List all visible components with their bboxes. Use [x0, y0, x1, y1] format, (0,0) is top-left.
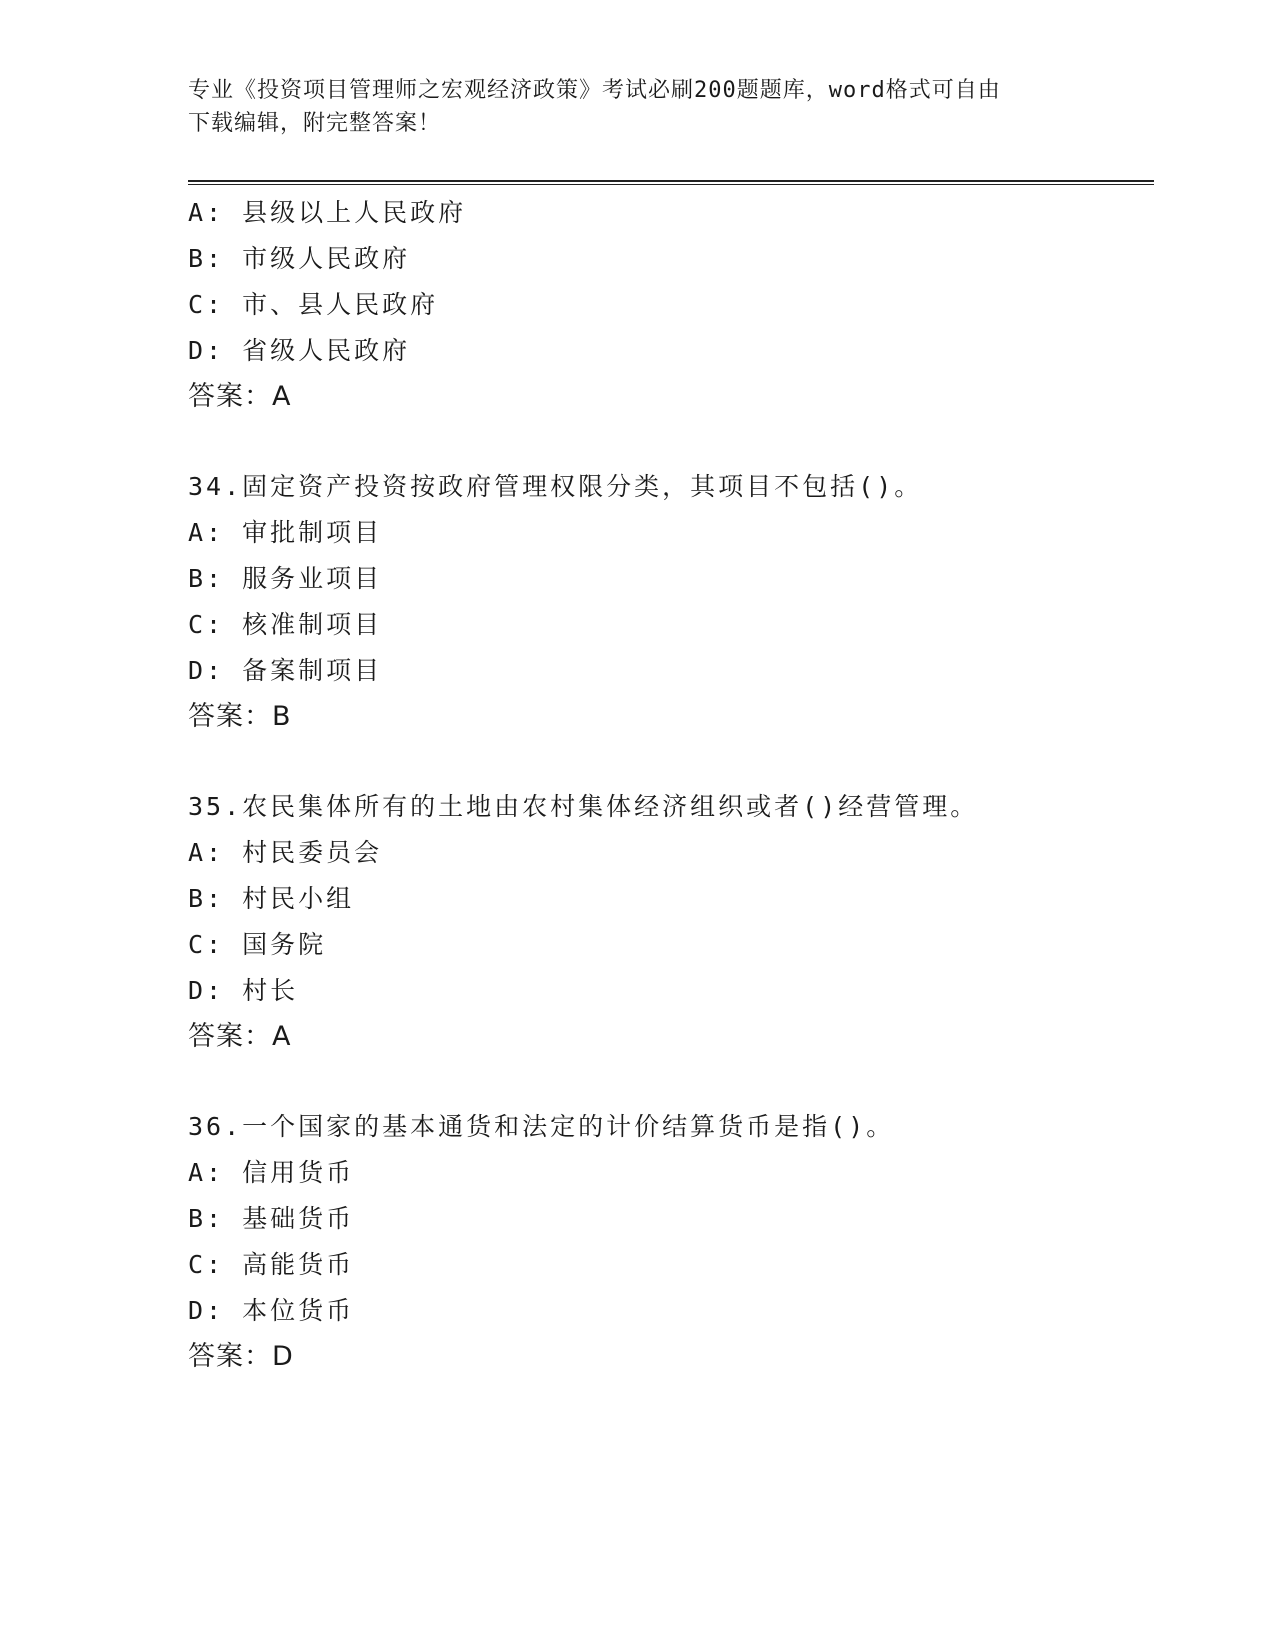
option-d: D: 省级人民政府 — [188, 336, 411, 365]
question-list — [188, 190, 1148, 1424]
answer: 答案：A — [188, 381, 292, 412]
option-c: C: 核准制项目 — [188, 610, 383, 639]
question-stem: 34.固定资产投资按政府管理权限分类，其项目不包括()。 — [188, 472, 923, 501]
answer: 答案：A — [188, 1021, 292, 1052]
question-stem: 35.农民集体所有的土地由农村集体经济组织或者()经营管理。 — [188, 792, 979, 821]
answer: 答案：D — [188, 1341, 294, 1372]
option-d: D: 村长 — [188, 976, 299, 1005]
option-a: A: 信用货币 — [188, 1158, 355, 1187]
option-c: C: 高能货币 — [188, 1250, 355, 1279]
question-35 — [188, 784, 1148, 1060]
option-b: B: 市级人民政府 — [188, 244, 411, 273]
question-36 — [188, 1104, 1148, 1380]
option-b: B: 村民小组 — [188, 884, 355, 913]
option-b: B: 服务业项目 — [188, 564, 383, 593]
document-header — [188, 74, 1068, 140]
option-c: C: 国务院 — [188, 930, 327, 959]
question-stem: 36.一个国家的基本通货和法定的计价结算货币是指()。 — [188, 1112, 895, 1141]
option-d: D: 本位货币 — [188, 1296, 355, 1325]
option-a: A: 村民委员会 — [188, 838, 383, 867]
answer: 答案：B — [188, 701, 292, 732]
option-c: C: 市、县人民政府 — [188, 290, 439, 319]
option-b: B: 基础货币 — [188, 1204, 355, 1233]
option-d: D: 备案制项目 — [188, 656, 383, 685]
question-34 — [188, 464, 1148, 740]
option-a: A: 县级以上人民政府 — [188, 198, 467, 227]
header-line-1: 专业《投资项目管理师之宏观经济政策》考试必刷200题题库，word格式可自由 — [188, 78, 1001, 103]
question-33 — [188, 190, 1148, 420]
header-divider — [188, 180, 1154, 185]
header-line-2: 下载编辑，附完整答案！ — [188, 111, 442, 136]
option-a: A: 审批制项目 — [188, 518, 383, 547]
